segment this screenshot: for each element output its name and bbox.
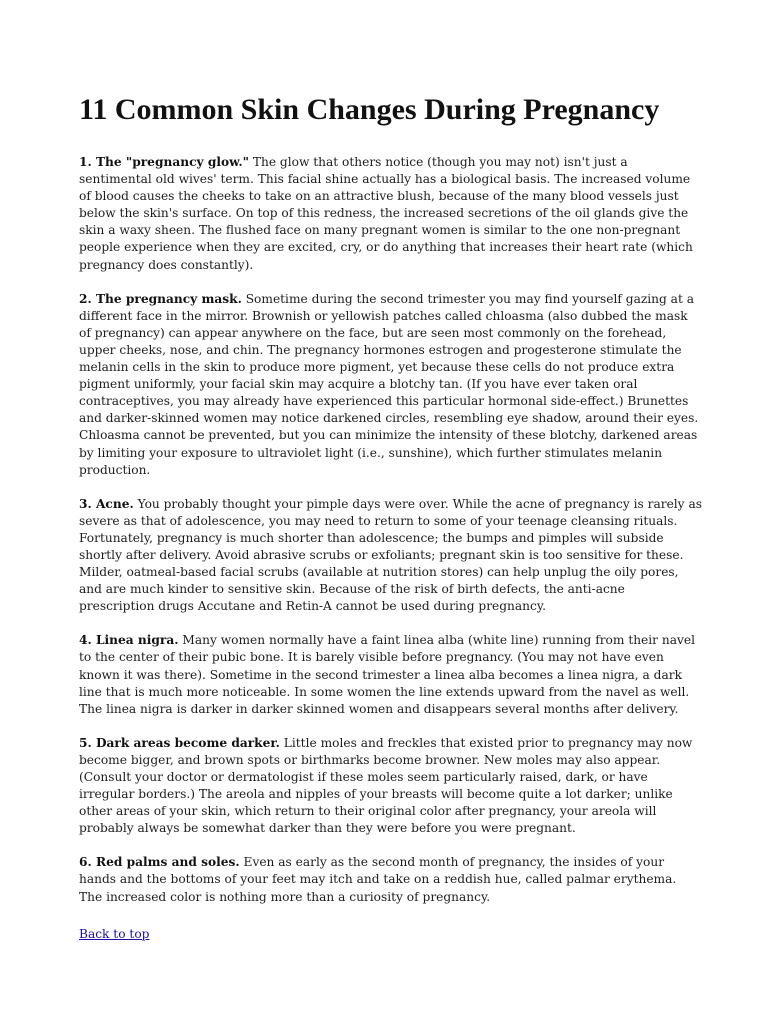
page-title: 11 Common Skin Changes During Pregnancy [79,93,660,126]
section-acne [79,496,702,616]
section-pregnancy-mask [79,291,702,479]
section-linea-nigra [79,632,702,717]
section-red-palms [79,854,702,905]
section-heading: 3. Acne. [79,496,134,511]
section-body: Many women normally have a faint linea alba (white line) running from their navel to the center of their pubic bone. It is barely visible before pregnancy. (You may not have even known it was there). Sometime in the second trimester a linea alba becomes a linea nigra, a dark line that is much more noticeable. In some women the line extends upward from the navel as well. The linea nigra is darker in darker skinned women and disappears several months after delivery. [79,633,695,716]
section-body: The glow that others notice (though you may not) isn't just a sentimental old wives' term. This facial shine actually has a biological basis. The increased volume of blood causes the cheeks to take on an attractive blush, because of the many blood vessels just below the skin's surface. On top of this redness, the increased secretions of the oil glands give the skin a waxy sheen. The flushed face on many pregnant women is similar to the one non-pregnant people experience when they are excited, cry, or do anything that increases their heart rate (which pregnancy does constantly). [79,155,693,272]
section-dark-areas [79,735,702,838]
section-body: Sometime during the second trimester you may find yourself gazing at a different face in the mirror. Brownish or yellowish patches called chloasma (also dubbed the mask of pregnancy) can appear anywhere on the face, but are seen most commonly on the forehead, upper cheeks, nose, and chin. The pregnancy hormones estrogen and progesterone stimulate the melanin cells in the skin to produce more pigment, yet because these cells do not produce extra pigment uniformly, your facial skin may acquire a blotchy tan. (If you have ever taken oral contraceptives, you may already have experienced this particular hormonal side-effect.) Brunettes and darker-skinned women may notice darkened circles, resembling eye shadow, around their eyes. Chloasma cannot be prevented, but you can minimize the intensity of these blotchy, darkened areas by limiting your exposure to ultraviolet light (i.e., sunshine), which further stimulates melanin production. [79,291,699,477]
section-body: Even as early as the second month of pregnancy, the insides of your hands and the bottoms of your feet may itch and take on a reddish hue, called palmar erythema. The increased color is nothing more than a curiosity of pregnancy. [79,855,677,904]
section-heading: 2. The pregnancy mask. [79,291,242,306]
section-heading: 5. Dark areas become darker. [79,735,280,750]
section-body: You probably thought your pimple days were over. While the acne of pregnancy is rarely as severe as that of adolescence, you may need to return to some of your teenage cleansing rituals. Fortunately, pregnancy is much shorter than adolescence; the bumps and pimples will subside shortly after delivery. Avoid abrasive scrubs or exfoliants; pregnant skin is too sensitive for these. Milder, oatmeal-based facial scrubs (available at nutrition stores) can help unplug the oily pores, and are much kinder to sensitive skin. Because of the risk of birth defects, the anti-acne prescription drugs Accutane and Retin-A cannot be used during pregnancy. [79,496,702,614]
section-heading: 6. Red palms and soles. [79,855,240,870]
section-body: Little moles and freckles that existed prior to pregnancy may now become bigger, and brown spots or birthmarks become browner. New moles may also appear. (Consult your doctor or dermatologist if these moles seem particularly raised, dark, or have irregular borders.) The areola and nipples of your breasts will become quite a lot darker; unlike other areas of your skin, which return to their original color after pregnancy, your areola will probably always be somewhat darker than they were before you were pregnant. [79,735,693,836]
section-pregnancy-glow [79,154,702,274]
back-to-top-link[interactable]: Back to top [79,926,150,941]
section-heading: 4. Linea nigra. [79,633,179,648]
section-heading: 1. The "pregnancy glow." [79,155,249,169]
